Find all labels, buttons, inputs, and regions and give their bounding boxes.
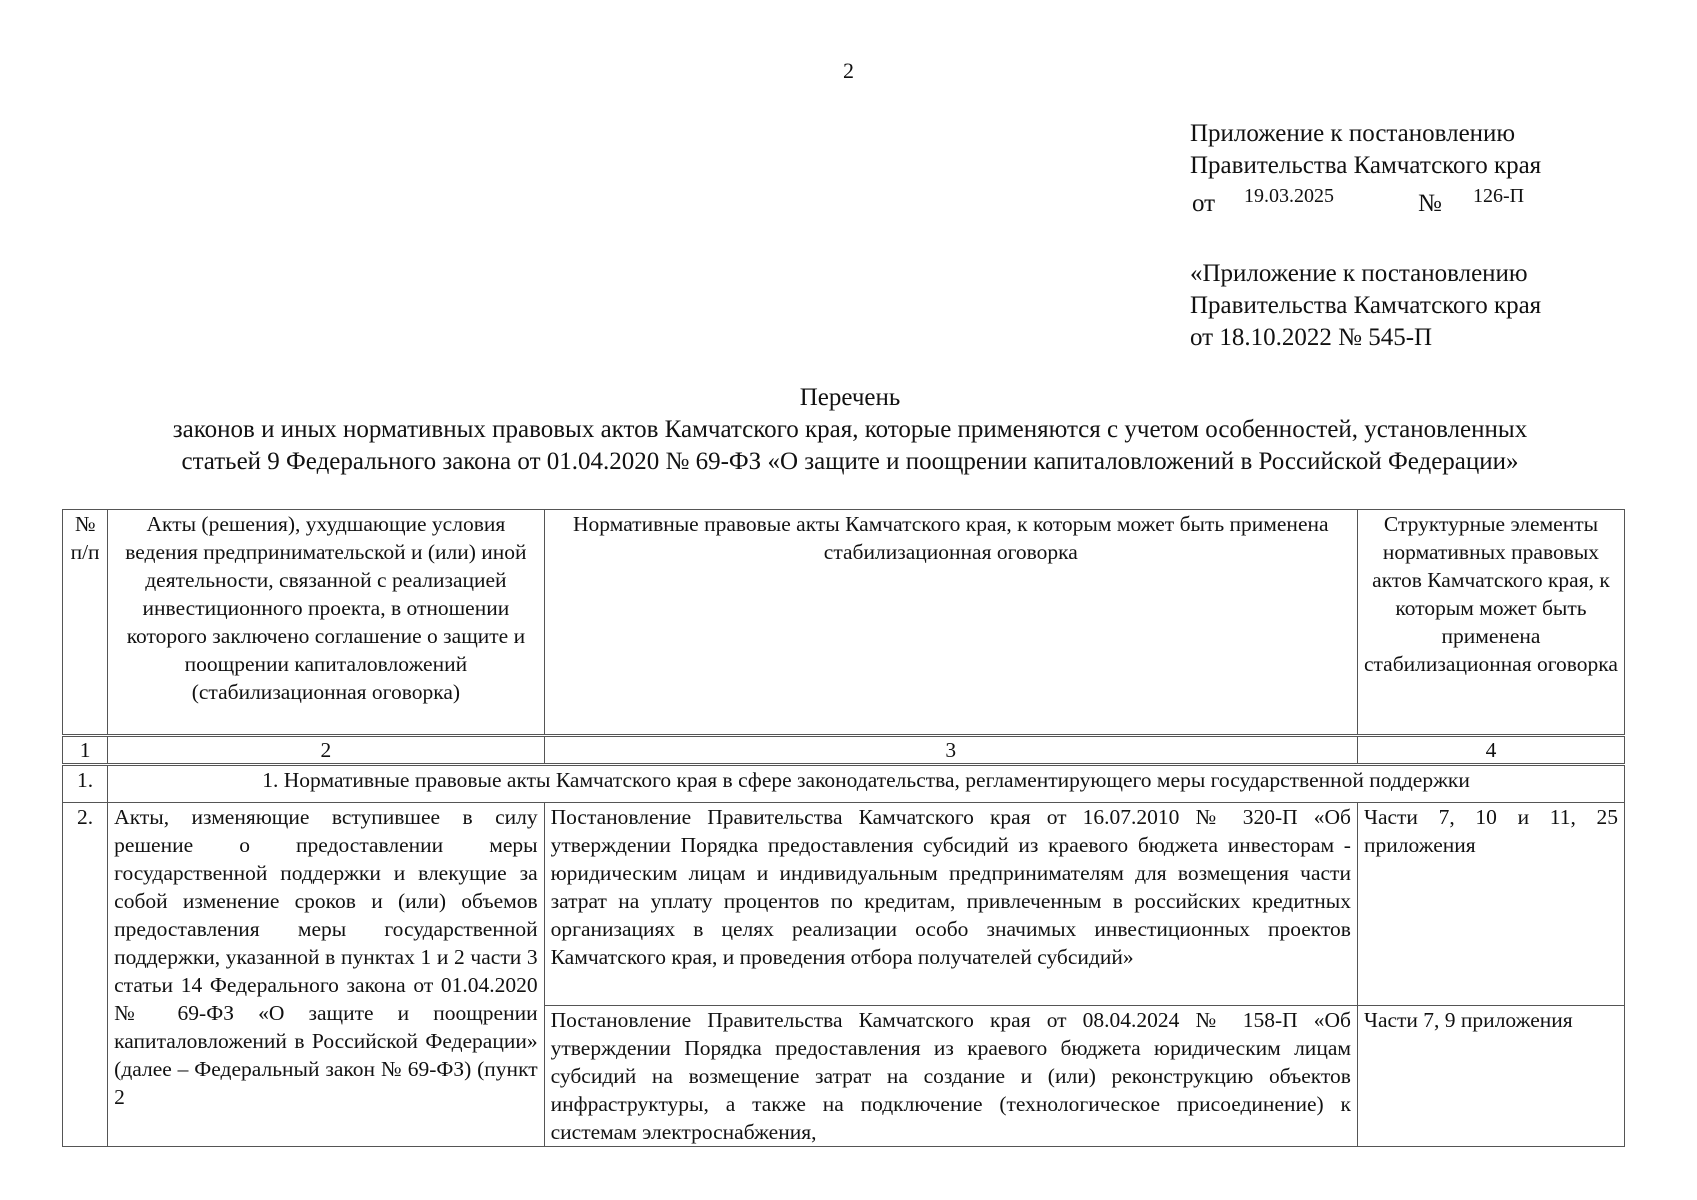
column-number: 3 <box>544 736 1357 765</box>
original-line-3: от 18.10.2022 № 545-П <box>1190 324 1433 351</box>
original-line-1: «Приложение к постановлению <box>1190 260 1528 287</box>
title-line-1: законов и иных нормативных правовых актов Камчатского края, которые применяются с учетом особенностей, установленных <box>172 416 1528 443</box>
table-row <box>63 803 1625 1006</box>
column-number: 2 <box>108 736 544 765</box>
section-number: 1. <box>63 765 108 803</box>
header-acts: Акты (решения), ухудшающие условия ведения предпринимательской и (или) иной деятельности, связанной с реализацией инвестиционного проекта, в отношении которого заключено соглашение о защите и поощрении капиталовложений (стабилизационная оговорка) <box>108 510 544 736</box>
normative-act: Постановление Правительства Камчатского края от 16.07.2010 № 320-П «Об утверждении Порядка предоставления субсидий из краевого бюджета инвесторам - юридическим лицам и индивидуальным предпринимателям для возмещения части затрат на уплату процентов по кредитам, привлеченным в российских кредитных организациях в целях реализации особо значимых инвестиционных проектов Камчатского края, и проведения отбора получателей субсидий» <box>544 803 1357 1006</box>
acts-table <box>62 509 1625 1147</box>
appendix-line-1: Приложение к постановлению <box>1190 120 1516 147</box>
number-label: № <box>1418 190 1442 217</box>
column-numbers-row <box>63 736 1625 765</box>
original-line-2: Правительства Камчатского края <box>1190 292 1542 319</box>
appendix-number: 126-П <box>1473 185 1525 207</box>
appendix-line-2: Правительства Камчатского края <box>1190 152 1542 179</box>
row-acts-text: Акты, изменяющие вступившее в силу решение о предоставлении меры государственной поддержки и влекущие за собой изменение сроков и (или) объемов предоставления меры государственной поддержки, указанной в пунктах 1 и 2 части 3 статьи 14 Федерального закона от 01.04.2020 № 69-ФЗ «О защите и поощрении капиталовложений в Российской Федерации» (далее – Федеральный закон № 69-ФЗ) (пункт 2 <box>108 803 544 1147</box>
column-number: 4 <box>1357 736 1624 765</box>
from-label: от <box>1192 190 1216 217</box>
appendix-current <box>1190 118 1541 216</box>
section-title: 1. Нормативные правовые акты Камчатского края в сфере законодательства, регламентирующего меры государственной поддержки <box>108 765 1625 803</box>
document-title <box>60 382 1640 478</box>
row-number: 2. <box>63 803 108 1147</box>
title-heading: Перечень <box>799 384 901 411</box>
title-line-2: статьей 9 Федерального закона от 01.04.2020 № 69-ФЗ «О защите и поощрении капиталовложений в Российской Федерации» <box>181 448 1519 475</box>
section-row <box>63 765 1625 803</box>
header-normative-acts: Нормативные правовые акты Камчатского края, к которым может быть применена стабилизационная оговорка <box>544 510 1357 736</box>
appendix-original <box>1190 258 1541 354</box>
appendix-date-line <box>1190 182 1541 216</box>
header-number: № п/п <box>63 510 108 736</box>
structural-elements: Части 7, 10 и 11, 25 приложения <box>1357 803 1624 1006</box>
table-header-row <box>63 510 1625 736</box>
structural-elements: Части 7, 9 приложения <box>1357 1006 1624 1147</box>
page-number: 2 <box>843 58 854 83</box>
header-structural-elements: Структурные элементы нормативных правовых актов Камчатского края, к которым может быть применена стабилизационная оговорка <box>1357 510 1624 736</box>
column-number: 1 <box>63 736 108 765</box>
appendix-date: 19.03.2025 <box>1244 185 1334 207</box>
normative-act: Постановление Правительства Камчатского края от 08.04.2024 № 158-П «Об утверждении Порядка предоставления из краевого бюджета юридическим лицам субсидий на возмещение затрат на создание и (или) реконструкцию объектов инфраструктуры, а также на подключение (технологическое присоединение) к системам электроснабжения, <box>544 1006 1357 1147</box>
